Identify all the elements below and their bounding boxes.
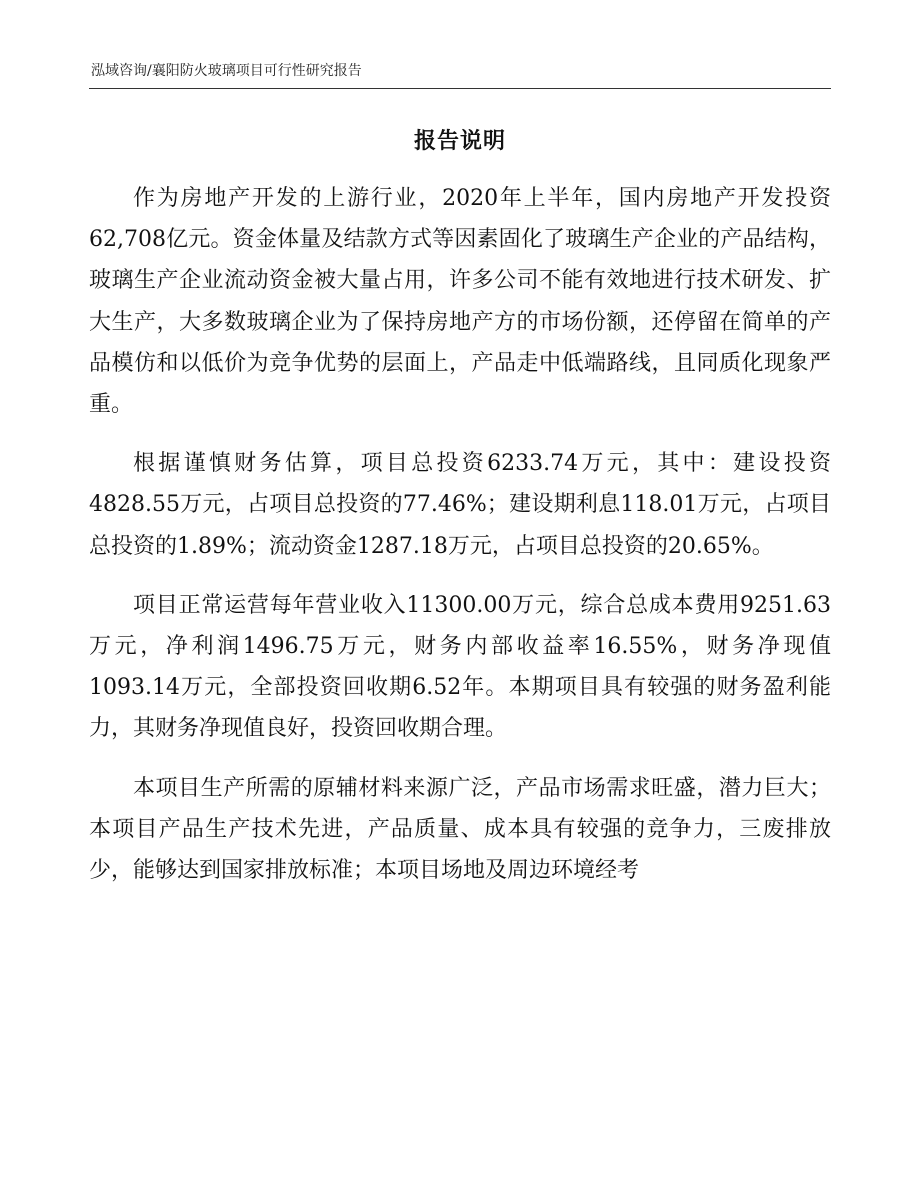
document-body bbox=[89, 178, 831, 909]
paragraph-financial-performance: 项目正常运营每年营业收入11300.00万元，综合总成本费用9251.63万元，净利润1496.75万元，财务内部收益率16.55%，财务净现值1093.14万元，全部投资回收期6.52年。本期项目具有较强的财务盈利能力，其财务净现值良好，投资回收期合理。 bbox=[89, 592, 831, 742]
header-divider bbox=[89, 88, 831, 89]
paragraph-market-background: 作为房地产开发的上游行业，2020年上半年，国内房地产开发投资62,708亿元。资金体量及结款方式等因素固化了玻璃生产企业的产品结构，玻璃生产企业流动资金被大量占用，许多公司不能有效地进行技术研发、扩大生产，大多数玻璃企业为了保持房地产方的市场份额，还停留在简单的产品模仿和以低价为竞争优势的层面上，产品走中低端路线，且同质化现象严重。 bbox=[89, 186, 831, 418]
page-title: 报告说明 bbox=[413, 128, 506, 154]
running-header: 泓域咨询/襄阳防火玻璃项目可行性研究报告 bbox=[91, 63, 362, 79]
paragraph-project-advantages: 本项目生产所需的原辅材料来源广泛，产品市场需求旺盛，潜力巨大；本项目产品生产技术先进，产品质量、成本具有较强的竞争力，三废排放少，能够达到国家排放标准；本项目场地及周边环境经考 bbox=[89, 775, 831, 884]
paragraph-investment-estimate: 根据谨慎财务估算，项目总投资6233.74万元，其中：建设投资4828.55万元，占项目总投资的77.46%；建设期利息118.01万元，占项目总投资的1.89%；流动资金1287.18万元，占项目总投资的20.65%。 bbox=[89, 451, 831, 559]
